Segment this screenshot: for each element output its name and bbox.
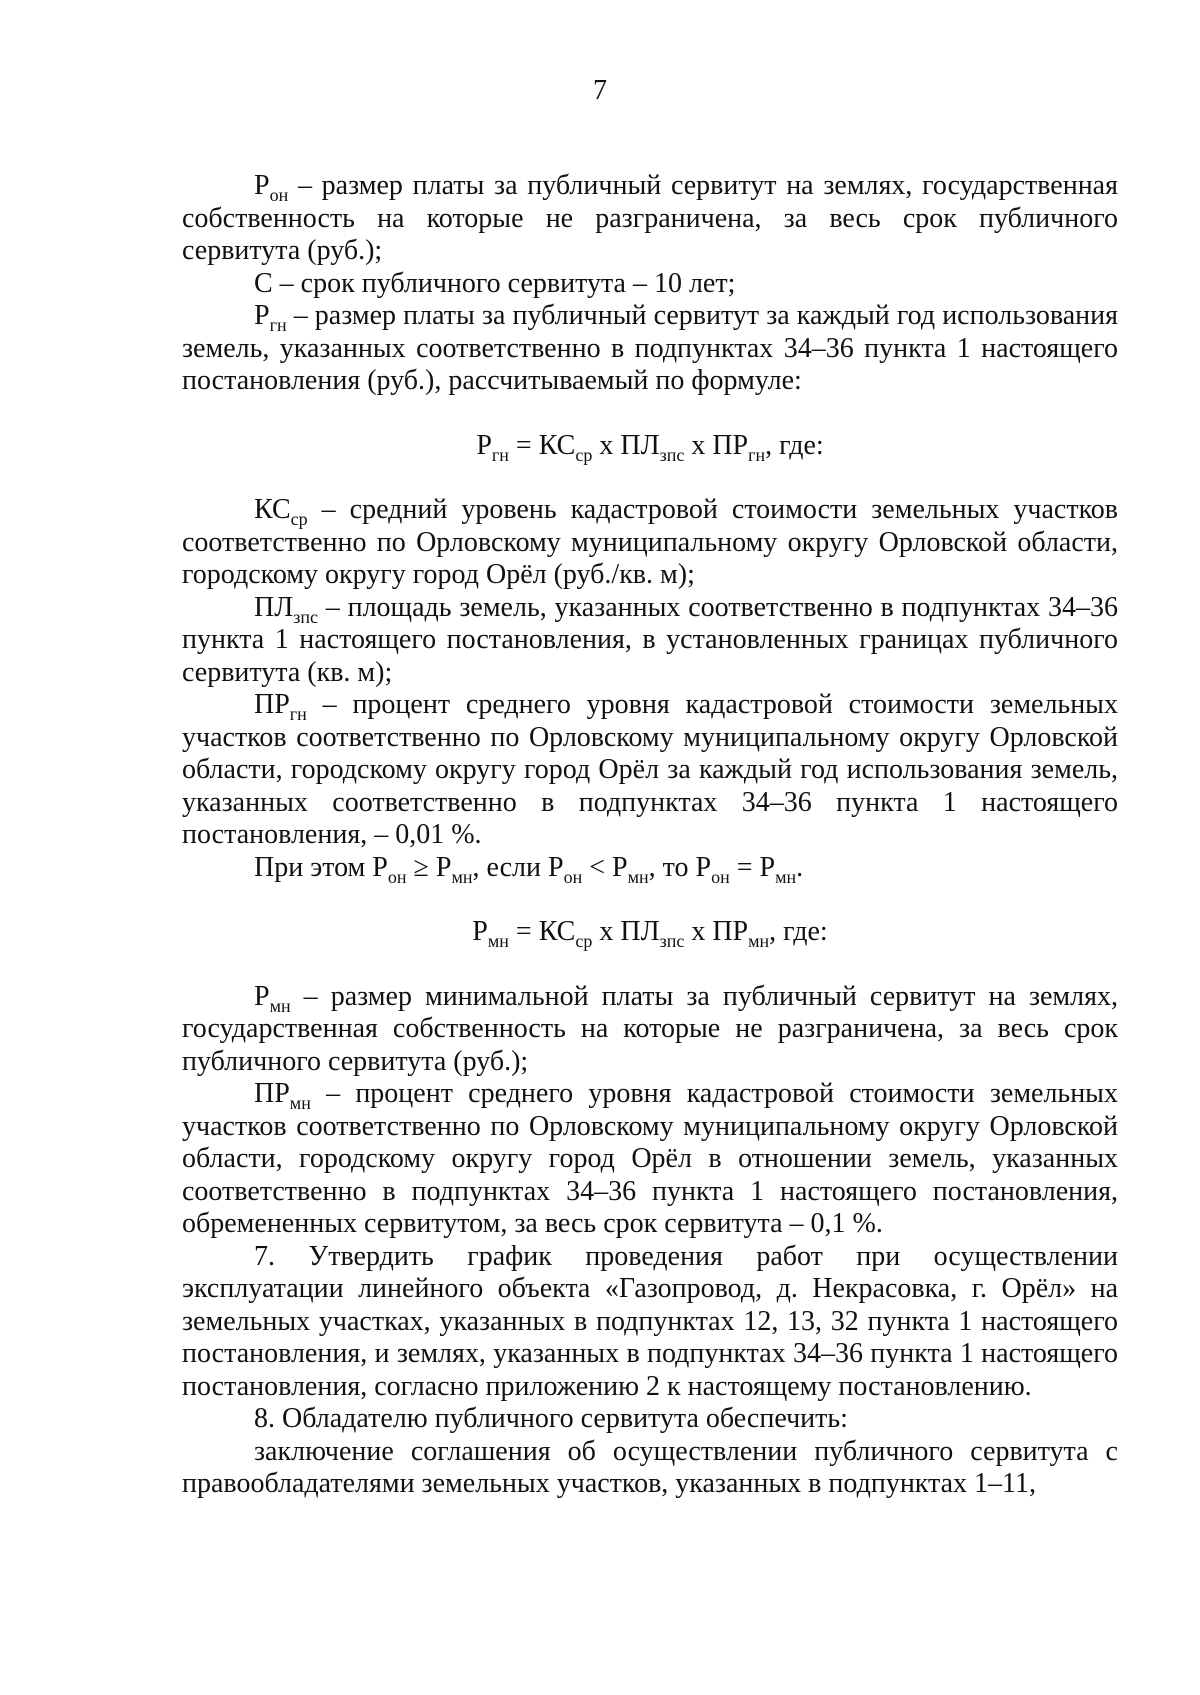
formula-subscript: гн xyxy=(748,444,766,465)
formula-r-mn xyxy=(182,916,1118,949)
definition-text: – размер минимальной платы за публичный сервитут на землях, государственная собственность на которые не разграничена, за весь срок публичного сервитута (руб.); xyxy=(182,980,1118,1077)
subscript: мн xyxy=(269,995,291,1016)
definition-text: – размер платы за публичный сервитут на землях, государственная собственность на которые не разграничена, за весь срок публичного сервитута (руб.); xyxy=(182,170,1118,266)
definition-ks-sr xyxy=(182,494,1118,592)
formula-term: , где: xyxy=(765,429,824,461)
condition-text: , то Р xyxy=(648,851,712,883)
formula-term: х ПЛ xyxy=(592,429,660,461)
definition-r-gn xyxy=(182,300,1118,398)
subscript: он xyxy=(387,866,407,887)
symbol: ПЛ xyxy=(254,591,294,623)
formula-term: Р xyxy=(472,916,488,947)
formula-subscript: зпс xyxy=(659,444,685,465)
condition-text: < Р xyxy=(582,851,628,883)
condition-text: = Р xyxy=(729,851,776,883)
formula-subscript: мн xyxy=(487,931,509,951)
clause-8: 8. Обладателю публичного сервитута обеспечить: xyxy=(254,1403,848,1434)
symbol: КС xyxy=(254,494,291,525)
definition-text: – средний уровень кадастровой стоимости земельных участков соответственно по Орловскому муниципальному округу Орловской области, городскому округу город Орёл (руб./кв. м); xyxy=(182,494,1118,590)
subscript: гн xyxy=(289,704,307,724)
formula-subscript: зпс xyxy=(659,931,685,951)
subscript: мн xyxy=(775,866,797,887)
definition-text: – процент среднего уровня кадастровой стоимости земельных участков соответственно по Орловскому муниципальному округу Орловской области, городскому округу город Орёл в отношении земель, указанных соответственно в подпунктах 34–36 пункта 1 настоящего постановления, обремененных сервитутом, за весь срок сервитута – 0,1 %. xyxy=(182,1078,1118,1239)
clause-7: 7. Утвердить график проведения работ при осуществлении эксплуатации линейного объекта «Газопровод, д. Некрасовка, г. Орёл» на земельных участках, указанных в подпунктах 12, 13, 32 пункта 1 настоящего постановления, и землях, указанных в подпунктах 34–36 пункта 1 настоящего постановления, согласно приложению 2 к настоящему постановлению. xyxy=(182,1240,1118,1402)
condition-text: ≥ Р xyxy=(406,851,452,883)
page-number: 7 xyxy=(593,75,607,106)
subscript: зпс xyxy=(293,606,318,627)
formula-subscript: ср xyxy=(575,931,593,951)
symbol: ПР xyxy=(254,1078,290,1109)
formula-subscript: гн xyxy=(491,444,509,465)
subscript: мн xyxy=(451,866,473,887)
condition-text: . xyxy=(796,851,804,883)
definition-text: – площадь земель, указанных соответственно в подпунктах 34–36 пункта 1 настоящего постановления, в установленных границах публичного сервитута (кв. м); xyxy=(182,591,1118,688)
definition-r-on xyxy=(182,170,1118,268)
formula-r-gn xyxy=(182,430,1118,463)
subscript: мн xyxy=(627,866,649,887)
clause-8-item: заключение соглашения об осуществлении публичного сервитута с правообладателями земельных участков, указанных в подпунктах 1–11, xyxy=(182,1435,1118,1499)
document-body xyxy=(182,170,1118,1501)
formula-subscript: ср xyxy=(575,444,593,465)
symbol: Р xyxy=(254,980,270,1012)
symbol: Р xyxy=(254,300,270,331)
formula-term: Р xyxy=(476,429,492,461)
definition-pr-gn xyxy=(182,689,1118,852)
subscript: он xyxy=(711,866,730,887)
definition-text: – размер платы за публичный сервитут за каждый год использования земель, указанных соответственно в подпунктах 34–36 пункта 1 настоящего постановления (руб.), рассчитываемый по формуле: xyxy=(182,300,1118,396)
subscript: ср xyxy=(290,509,308,529)
formula-term: = КС xyxy=(508,916,576,947)
definition-text: – процент среднего уровня кадастровой стоимости земельных участков соответственно по Орловскому муниципальному округу Орловской области, городскому округу город Орёл за каждый год использования земель, указанных соответственно в подпунктах 34–36 пункта 1 настоящего постановления, – 0,01 %. xyxy=(182,689,1118,850)
formula-term: х ПР xyxy=(684,916,749,947)
definition-r-mn xyxy=(182,981,1118,1079)
definition-pr-mn xyxy=(182,1078,1118,1241)
subscript: мн xyxy=(289,1093,311,1113)
condition-text: При этом Р xyxy=(254,851,388,883)
condition-paragraph xyxy=(182,852,1118,885)
subscript: он xyxy=(269,185,289,205)
symbol: Р xyxy=(254,170,270,201)
formula-term: , где: xyxy=(769,916,828,947)
subscript: он xyxy=(563,866,583,887)
condition-text: , если Р xyxy=(472,851,564,883)
definition-c: С – срок публичного сервитута – 10 лет; xyxy=(254,267,736,299)
formula-subscript: мн xyxy=(748,931,770,951)
formula-term: х ПЛ xyxy=(592,916,660,947)
formula-term: х ПР xyxy=(684,429,749,461)
symbol: ПР xyxy=(254,689,290,720)
definition-pl-zps xyxy=(182,592,1118,690)
formula-term: = КС xyxy=(508,429,576,461)
subscript: гн xyxy=(269,315,287,335)
